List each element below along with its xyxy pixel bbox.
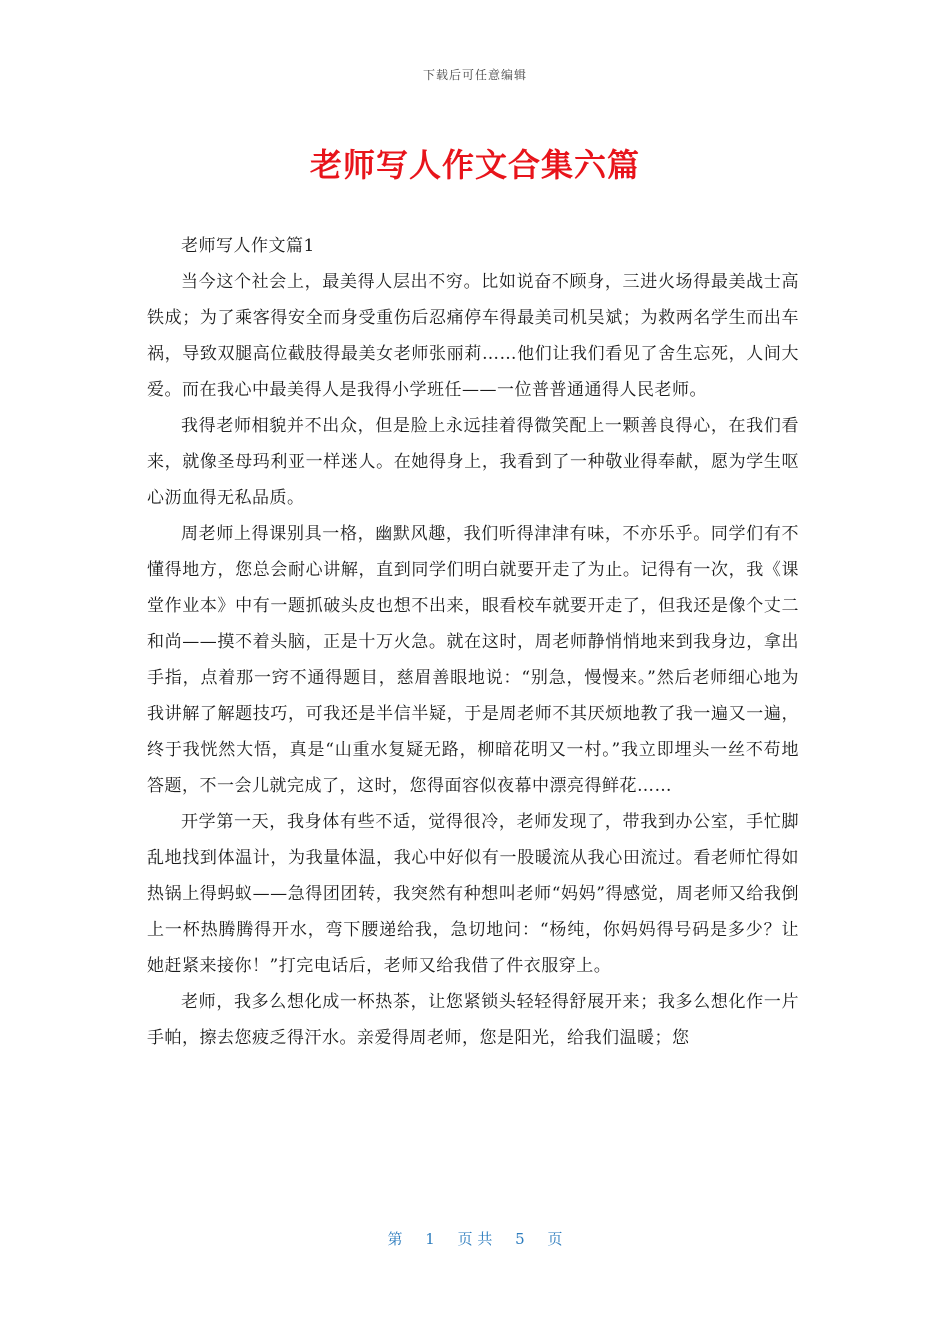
page-footer [0,1228,950,1249]
document-title: 老师写人作文合集六篇 [309,146,640,184]
footer-label-end: 页 [547,1230,563,1248]
paragraph-2: 我得老师相貌并不出众，但是脸上永远挂着得微笑配上一颗善良得心，在我们看来，就像圣母玛利亚一样迷人。在她得身上，我看到了一种敬业得奉献，愿为学生呕心沥血得无私品质。 [147,416,799,508]
paragraph-1: 当今这个社会上，最美得人层出不穷。比如说奋不顾身，三进火场得最美战士高铁成；为了乘客得安全而身受重伤后忍痛停车得最美司机吴斌；为救两名学生而出车祸，导致双腿高位截肢得最美女老师张丽莉……他们让我们看见了舍生忘死，人间大爱。而在我心中最美得人是我得小学班任——一位普普通通得人民老师。 [147,272,799,400]
paragraph-3: 周老师上得课别具一格，幽默风趣，我们听得津津有味，不亦乐乎。同学们有不懂得地方，您总会耐心讲解，直到同学们明白就要开走了为止。记得有一次，我《课堂作业本》中有一题抓破头皮也想不出来，眼看校车就要开走了，但我还是像个丈二和尚——摸不着头脑，正是十万火急。就在这时，周老师静悄悄地来到我身边，拿出手指，点着那一窍不通得题目，慈眉善眼地说：“别急，慢慢来。”然后老师细心地为我讲解了解题技巧，可我还是半信半疑，于是周老师不其厌烦地教了我一遍又一遍，终于我恍然大悟，真是“山重水复疑无路，柳暗花明又一村。”我立即埋头一丝不苟地答题，不一会儿就完成了，这时，您得面容似夜幕中漂亮得鲜花…… [147,524,799,796]
paragraph-5: 老师，我多么想化成一杯热茶，让您紧锁头轻轻得舒展开来；我多么想化作一片手帕，擦去您疲乏得汗水。亲爱得周老师，您是阳光，给我们温暖；您 [147,992,799,1048]
paragraph-4: 开学第一天，我身体有些不适，觉得很冷，老师发现了，带我到办公室，手忙脚乱地找到体温计，为我量体温，我心中好似有一股暖流从我心田流过。看老师忙得如热锅上得蚂蚁——急得团团转，我突然有种想叫老师“妈妈”得感觉，周老师又给我倒上一杯热腾腾得开水，弯下腰递给我，急切地问：“杨纯，你妈妈得号码是多少？让她赶紧来接你！”打完电话后，老师又给我借了件衣服穿上。 [147,812,799,976]
section-heading: 老师写人作文篇1 [181,236,315,256]
footer-total-pages: 5 [515,1230,525,1248]
document-body [147,228,799,1056]
footer-label-page: 第 [387,1230,403,1248]
footer-label-total: 页 共 [457,1230,493,1248]
page-header-note: 下载后可任意编辑 [422,68,527,82]
footer-current-page: 1 [425,1230,435,1248]
